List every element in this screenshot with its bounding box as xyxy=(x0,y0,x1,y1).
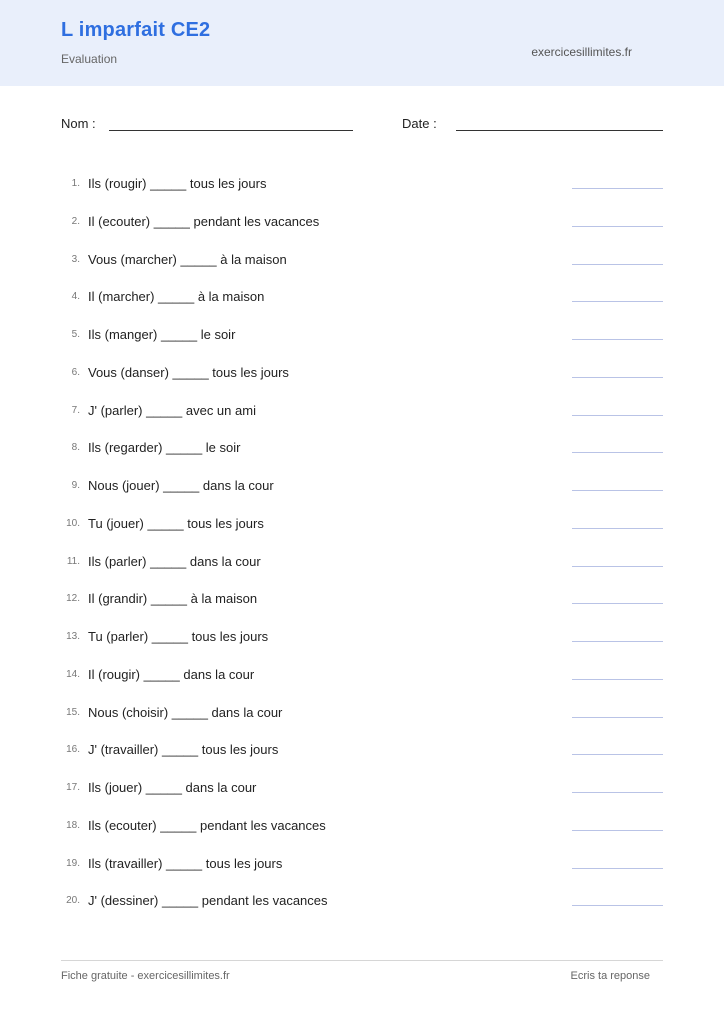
answer-line[interactable] xyxy=(572,830,663,831)
question-text: Vous (marcher) _____ à la maison xyxy=(88,251,287,267)
answer-line[interactable] xyxy=(572,226,663,227)
answer-line[interactable] xyxy=(572,188,663,189)
question-text: Ils (ecouter) _____ pendant les vacances xyxy=(88,817,326,833)
question-row xyxy=(61,391,663,429)
answer-line[interactable] xyxy=(572,792,663,793)
name-label: Nom : xyxy=(61,116,96,131)
question-row xyxy=(61,881,663,919)
question-number: 20. xyxy=(66,895,80,907)
answer-line[interactable] xyxy=(572,679,663,680)
answer-line[interactable] xyxy=(572,528,663,529)
question-number: 10. xyxy=(66,517,80,529)
question-row xyxy=(61,202,663,240)
student-info-row xyxy=(61,116,663,136)
answer-line[interactable] xyxy=(572,905,663,906)
page-subtitle: Evaluation xyxy=(61,52,118,66)
question-number: 3. xyxy=(71,253,80,265)
page-title: L imparfait CE2 xyxy=(61,19,211,41)
question-list xyxy=(61,164,663,919)
question-text: J' (parler) _____ avec un ami xyxy=(88,402,256,418)
question-number: 1. xyxy=(71,178,80,189)
question-number: 17. xyxy=(66,782,80,793)
question-text: Il (ecouter) _____ pendant les vacances xyxy=(88,213,320,229)
footer-divider xyxy=(61,960,663,961)
question-row xyxy=(61,466,663,504)
answer-line[interactable] xyxy=(572,452,663,453)
footer-instruction: Ecris ta reponse xyxy=(570,970,650,982)
question-text: Ils (rougir) _____ tous les jours xyxy=(88,176,267,191)
question-text: Ils (manger) _____ le soir xyxy=(88,327,236,342)
question-text: Ils (jouer) _____ dans la cour xyxy=(88,780,257,795)
question-row xyxy=(61,579,663,617)
question-row xyxy=(61,353,663,391)
question-text: Ils (parler) _____ dans la cour xyxy=(88,553,261,569)
question-text: Vous (danser) _____ tous les jours xyxy=(88,364,289,380)
question-row xyxy=(61,806,663,844)
question-row xyxy=(61,730,663,768)
question-row xyxy=(61,693,663,731)
question-number: 13. xyxy=(66,631,80,642)
date-field[interactable] xyxy=(456,130,663,131)
question-text: Nous (jouer) _____ dans la cour xyxy=(88,478,274,493)
question-text: Il (rougir) _____ dans la cour xyxy=(88,666,255,682)
question-number: 15. xyxy=(66,706,80,718)
question-number: 16. xyxy=(66,744,80,756)
answer-line[interactable] xyxy=(572,641,663,642)
answer-line[interactable] xyxy=(572,415,663,416)
header-band xyxy=(0,0,724,86)
question-row xyxy=(61,240,663,278)
question-number: 12. xyxy=(66,593,80,605)
question-row xyxy=(61,315,663,353)
question-text: Il (marcher) _____ à la maison xyxy=(88,289,265,305)
question-number: 11. xyxy=(66,555,80,567)
answer-line[interactable] xyxy=(572,264,663,265)
footer-source: Fiche gratuite - exercicesillimites.fr xyxy=(61,970,230,982)
question-row xyxy=(61,617,663,655)
question-row xyxy=(61,655,663,693)
answer-line[interactable] xyxy=(572,566,663,567)
site-name: exercicesillimites.fr xyxy=(531,45,632,59)
question-text: Tu (jouer) _____ tous les jours xyxy=(88,515,264,531)
answer-line[interactable] xyxy=(572,490,663,491)
question-text: Tu (parler) _____ tous les jours xyxy=(88,629,269,644)
question-number: 2. xyxy=(71,215,80,227)
question-row xyxy=(61,504,663,542)
question-text: Nous (choisir) _____ dans la cour xyxy=(88,704,283,720)
name-field[interactable] xyxy=(109,130,353,131)
question-text: J' (travailler) _____ tous les jours xyxy=(88,742,279,758)
question-row xyxy=(61,428,663,466)
question-number: 5. xyxy=(71,329,80,340)
date-label: Date : xyxy=(402,116,437,131)
question-number: 7. xyxy=(71,404,80,416)
question-row xyxy=(61,277,663,315)
question-number: 6. xyxy=(71,366,80,378)
question-number: 14. xyxy=(66,668,80,680)
question-row xyxy=(61,768,663,806)
question-number: 8. xyxy=(71,442,80,454)
answer-line[interactable] xyxy=(572,754,663,755)
question-row xyxy=(61,844,663,882)
question-number: 19. xyxy=(66,857,80,869)
question-row xyxy=(61,542,663,580)
answer-line[interactable] xyxy=(572,868,663,869)
question-text: Ils (travailler) _____ tous les jours xyxy=(88,855,283,871)
question-number: 18. xyxy=(66,819,80,831)
answer-line[interactable] xyxy=(572,339,663,340)
question-text: Ils (regarder) _____ le soir xyxy=(88,440,241,456)
question-number: 4. xyxy=(71,291,80,303)
question-number: 9. xyxy=(71,480,80,491)
question-text: J' (dessiner) _____ pendant les vacances xyxy=(88,893,328,909)
question-text: Il (grandir) _____ à la maison xyxy=(88,591,258,607)
answer-line[interactable] xyxy=(572,377,663,378)
answer-line[interactable] xyxy=(572,717,663,718)
question-row xyxy=(61,164,663,202)
answer-line[interactable] xyxy=(572,301,663,302)
answer-line[interactable] xyxy=(572,603,663,604)
